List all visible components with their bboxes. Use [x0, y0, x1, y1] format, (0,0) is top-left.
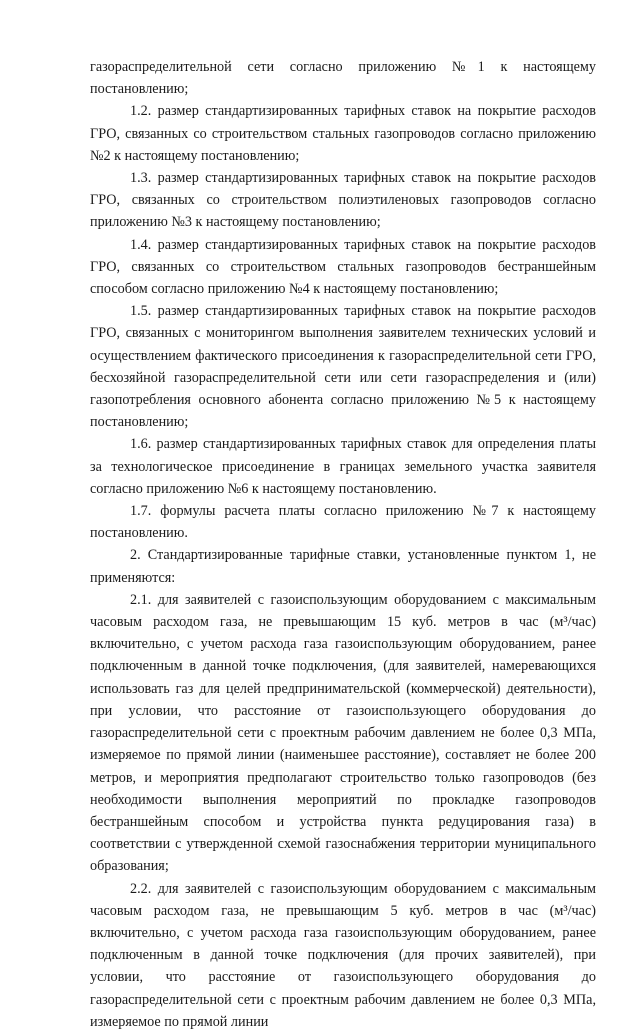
- paragraph-2-1: 2.1. для заявителей с газоиспользующим оборудованием с максимальным часовым расходом газа, не превышающим 15 куб. метров в час (м³/час) включительно, с учетом расхода газа газоиспользующим оборудованием, ранее подключенным в данной точке подключения, (для заявителей, намеревающихся использовать газ для целей предпринимательской (коммерческой) деятельности), при условии, что расстояние от газоиспользующего оборудования до газораспределительной сети с проектным рабочим давлением не более 0,3 МПа, измеряемое по прямой линии (наименьшее расстояние), составляет не более 200 метров, и мероприятия предполагают строительство только газопроводов (без необходимости выполнения мероприятий по прокладке газопроводов бестраншейным способом и устройства пункта редуцирования газа) в соответствии с утвержденной схемой газоснабжения территории муниципального образования;: [90, 591, 596, 875]
- paragraph-1-4: 1.4. размер стандартизированных тарифных ставок на покрытие расходов ГРО, связанных со строительством стальных газопроводов бестраншейным способом согласно приложению №4 к настоящему постановлению;: [90, 236, 596, 298]
- paragraph-2: 2. Стандартизированные тарифные ставки, установленные пунктом 1, не применяются:: [90, 547, 596, 586]
- paragraph-1-6: 1.6. размер стандартизированных тарифных ставок для определения платы за технологическое присоединение в границах земельного участка заявителя согласно приложению №6 к настоящему постановлению.: [90, 436, 596, 497]
- paragraph-2-2: 2.2. для заявителей с газоиспользующим оборудованием с максимальным часовым расходом газа, не превышающим 5 куб. метров в час (м³/час) включительно, с учетом расхода газа газоиспользующим оборудованием, ранее подключенным в данной точке подключения (для прочих заявителей), при условии, что расстояние от газоиспользующего оборудования до газораспределительной сети с проектным рабочим давлением не более 0,3 МПа, измеряемое по прямой линии: [90, 880, 596, 1030]
- paragraph-1-7: 1.7. формулы расчета платы согласно приложению №7 к настоящему постановлению.: [90, 503, 596, 542]
- paragraph-1-2: 1.2. размер стандартизированных тарифных ставок на покрытие расходов ГРО, связанных со строительством стальных газопроводов согласно приложению №2 к настоящему постановлению;: [90, 103, 596, 164]
- paragraph-1-5: 1.5. размер стандартизированных тарифных ставок на покрытие расходов ГРО, связанных с мониторингом выполнения заявителем технических условий и осуществлением фактического присоединения к газораспределительной сети ГРО, бесхозяйной газораспределительной сети или сети газораспределения и (или) газопотребления основного абонента согласно приложению №5 к настоящему постановлению;: [90, 303, 596, 431]
- paragraph-1-3: 1.3. размер стандартизированных тарифных ставок на покрытие расходов ГРО, связанных со строительством полиэтиленовых газопроводов согласно приложению №3 к настоящему постановлению;: [90, 170, 596, 231]
- paragraph-continuation: газораспределительной сети согласно приложению №1 к настоящему постановлению;: [90, 59, 596, 98]
